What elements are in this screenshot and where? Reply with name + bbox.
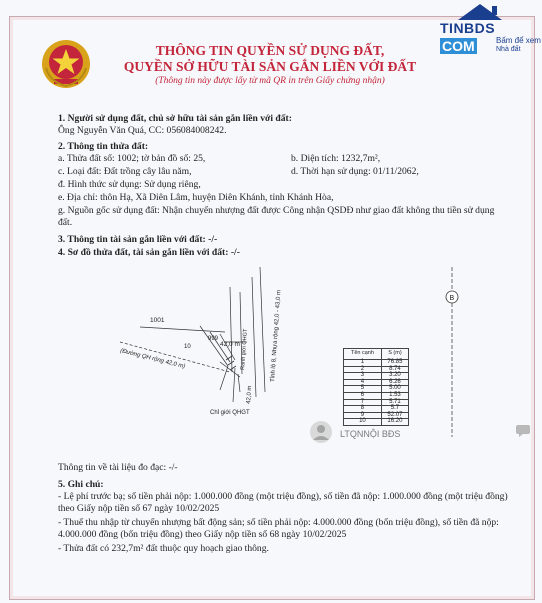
section4-heading: 4. Sơ đồ thửa đất, tài sản gắn liền với đất: -/- xyxy=(58,247,240,258)
qhgt-top-label: Ranh giới QHGT xyxy=(240,328,249,371)
note-planning: - Thửa đất có 232,7m² đất thuộc quy hoạch giao thông. xyxy=(58,543,269,554)
edge-length: 76.85 xyxy=(381,360,408,367)
parcel-1001-label: 1001 xyxy=(150,317,165,324)
tinbds-logo[interactable] xyxy=(428,0,542,64)
survey-info: Thông tin về tài liệu đo đạc: -/- xyxy=(58,462,178,473)
note-registration-fee: - Lệ phí trước bạ; số tiền phải nộp: 1.000.000 đồng (một triệu đồng), số tiền đã nộp: 1.000.000 đồng (một triệu đồng) theo Giấy nộp tiền số 67 ngày 10/02/2025 xyxy=(58,491,508,514)
section3-heading: 3. Thông tin tài sản gắn liền với đất: -/- xyxy=(58,234,218,245)
usage-term: d. Thời hạn sử dụng: 01/11/2062, xyxy=(291,166,419,177)
national-emblem-icon xyxy=(40,38,92,90)
address: e. Địa chỉ: thôn Hạ, Xã Diên Lâm, huyện Diên Khánh, tỉnh Khánh Hòa, xyxy=(58,192,334,203)
edge-length-table xyxy=(343,348,409,426)
logo-subtext: Bấm để xem xyxy=(496,36,541,45)
road-vertical-label: Tỉnh lộ 8, Nhựa rộng 42,0 - 43,0 m xyxy=(270,289,283,383)
edge-index: 7 xyxy=(344,399,382,406)
edge-index: 5 xyxy=(344,386,382,393)
logo-subtext2: Nhà đất xyxy=(496,46,521,53)
edge-index: 1 xyxy=(344,360,382,367)
parcel-number: a. Thửa đất số: 1002; tờ bản đồ số: 25, xyxy=(58,153,206,164)
width-label: 42,0 m xyxy=(220,341,240,348)
edge-index: 6 xyxy=(344,392,382,399)
land-origin: g. Nguồn gốc sử dụng đất: Nhận chuyển nhượng đất được Công nhận QSDĐ như giao đất không thu tiền sử dụng đất. xyxy=(58,205,495,228)
note-income-tax: - Thuế thu nhập từ chuyển nhượng bất động sản; số tiền phải nộp: 4.000.000 đồng (bốn triệu đồng), số tiền đã nộp: 4.000.000 đồng (bốn triệu đồng) theo Giấy nộp tiền số 68 ngày 10/02/2025 xyxy=(58,517,499,540)
north-marker-label: B xyxy=(449,295,455,302)
edge-length: 16.20 xyxy=(381,419,408,426)
owner-name: Ông Nguyễn Văn Quá, CC: 056084008242. xyxy=(58,125,227,136)
edge-length: 3.20 xyxy=(381,373,408,380)
edge-index: 9 xyxy=(344,412,382,419)
parcel-area: b. Diện tích: 1232,7m², xyxy=(291,153,381,164)
watermark-text: LTQNNỘI BĐS xyxy=(340,429,401,439)
document-title-line1: THÔNG TIN QUYỀN SỬ DỤNG ĐẤT, xyxy=(155,43,385,58)
edge-index: 8 xyxy=(344,406,382,413)
land-type: c. Loại đất: Đất trồng cây lâu năm, xyxy=(58,166,192,177)
section5-heading: 5. Ghi chú: xyxy=(58,479,104,490)
road-label: (Đường QH rộng 42,0 m) xyxy=(119,348,186,371)
table-header-length: S (m) xyxy=(381,349,408,360)
chat-bubble-icon[interactable] xyxy=(515,424,531,438)
edge-length: 5.00 xyxy=(381,386,408,393)
parcel-10-label: 10 xyxy=(184,344,191,350)
edge-length: 5.7 xyxy=(381,406,408,413)
edge-index: 4 xyxy=(344,379,382,386)
edge-index: 2 xyxy=(344,366,382,373)
usage-form: đ. Hình thức sử dụng: Sử dụng riêng, xyxy=(58,179,201,190)
logo-text-com: COM xyxy=(442,38,475,54)
parcel-999-label: 999 xyxy=(208,336,219,342)
document-title-line2: QUYỀN SỞ HỮU TÀI SẢN GẮN LIỀN VỚI ĐẤT xyxy=(123,59,417,74)
edge-index: 3 xyxy=(344,373,382,380)
edge-length: 1.53 xyxy=(381,392,408,399)
section2-heading: 2. Thông tin thửa đất: xyxy=(58,141,149,152)
edge-index: 10 xyxy=(344,419,382,426)
logo-text-tin: TINBDS xyxy=(440,20,496,36)
edge-length: 8.74 xyxy=(381,366,408,373)
table-header-edge: Tên cạnh xyxy=(344,349,382,360)
edge-length: 5.71 xyxy=(381,399,408,406)
edge-length: 6.26 xyxy=(381,379,408,386)
section1-heading: 1. Người sử dụng đất, chủ sở hữu tài sản gắn liền với đất: xyxy=(58,113,292,124)
table-header-row xyxy=(344,349,409,360)
qhgt-bottom-label: Chỉ giới QHGT xyxy=(210,410,250,416)
edge-length: 52.07 xyxy=(381,412,408,419)
width-label-vertical: 42,0 m xyxy=(246,385,254,405)
document-subtitle: (Thông tin này được lấy từ mã QR in trên Giấy chứng nhận) xyxy=(155,76,385,86)
